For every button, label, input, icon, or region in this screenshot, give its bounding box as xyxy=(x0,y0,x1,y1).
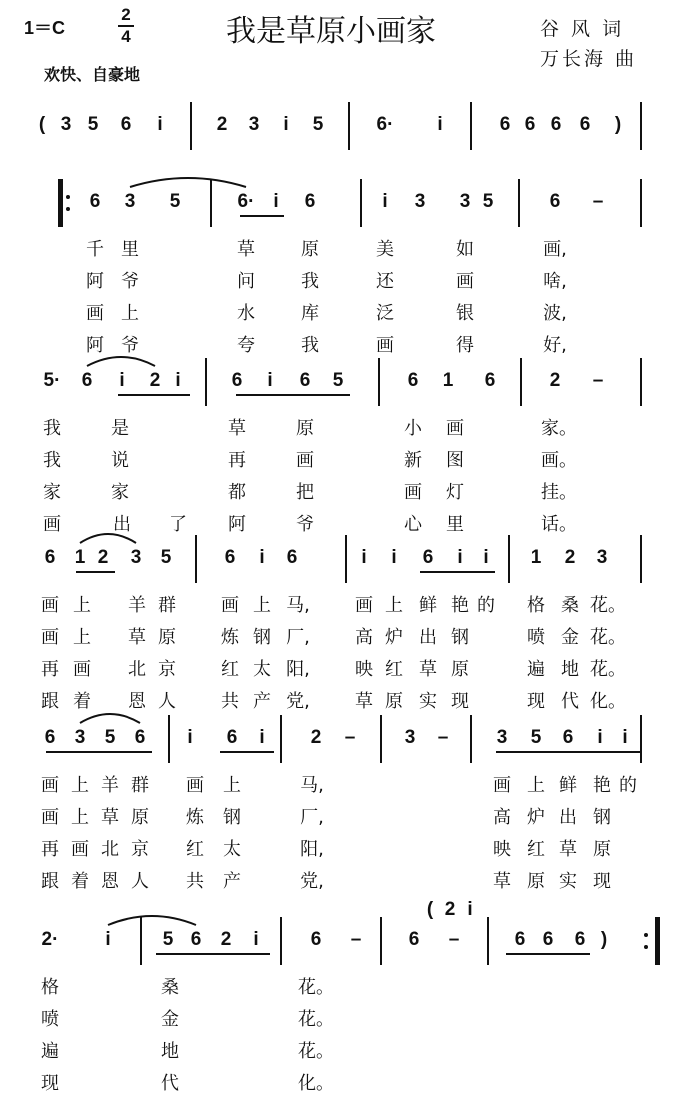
lyric-char: 羊 xyxy=(128,595,146,616)
note-glyph: 6 xyxy=(134,727,146,748)
lyric-char: 花。 xyxy=(298,1009,334,1030)
lyric-char: 千 xyxy=(86,239,104,260)
lyric-char: 鲜 xyxy=(559,775,577,796)
lyric-char: 画 xyxy=(221,595,239,616)
lyric-char: 炉 xyxy=(527,807,545,828)
lyric-char: 映 xyxy=(493,839,511,860)
lyric-char: 群 xyxy=(131,775,149,796)
lyric-char: 代 xyxy=(561,691,579,712)
note-glyph: i xyxy=(457,547,463,568)
time-signature-top: 2 xyxy=(121,5,131,24)
lyric-char: 新 xyxy=(404,450,422,471)
note-glyph: 6 xyxy=(190,929,202,950)
lyric-char: 京 xyxy=(131,839,149,860)
lyric-char: 画 xyxy=(376,335,394,356)
lyric-char: 上 xyxy=(71,807,89,828)
note-glyph: ( xyxy=(426,899,434,920)
note-glyph: 6 xyxy=(224,547,236,568)
note-glyph: 2 xyxy=(564,547,576,568)
lyric-char: 挂。 xyxy=(541,482,577,503)
lyric-char: 画 xyxy=(86,303,104,324)
lyric-char: 艳 xyxy=(593,775,611,796)
lyric-char: 原 xyxy=(296,418,314,439)
note-glyph: 3 xyxy=(130,547,142,568)
note-glyph: – xyxy=(592,191,604,212)
note-glyph: i xyxy=(105,929,111,950)
lyric-char: 上 xyxy=(385,595,403,616)
song-title: 我是草原小画家 xyxy=(226,14,436,49)
note-glyph: 6 xyxy=(422,547,434,568)
note-glyph: 5 xyxy=(312,114,324,135)
lyric-char: 共 xyxy=(186,871,204,892)
lyric-char: 上 xyxy=(71,775,89,796)
note-glyph: 6 xyxy=(407,370,419,391)
note-glyph: 3 xyxy=(60,114,72,135)
lyric-char: 产 xyxy=(223,871,241,892)
lyric-char: 啥, xyxy=(543,271,567,292)
lyric-char: 泛 xyxy=(376,303,394,324)
lyric-char: 画 xyxy=(73,659,91,680)
note-glyph: 6 xyxy=(579,114,591,135)
lyric-char: 马, xyxy=(300,775,324,796)
note-glyph: – xyxy=(350,929,362,950)
lyric-char: 说 xyxy=(111,450,129,471)
lyric-char: 爷 xyxy=(296,514,314,535)
note-glyph: 6 xyxy=(484,370,496,391)
note-glyph: 6· xyxy=(237,191,255,212)
lyric-char: 美 xyxy=(376,239,394,260)
lyric-char: 共 xyxy=(221,691,239,712)
note-glyph: 1 xyxy=(530,547,542,568)
note-glyph: 3 xyxy=(74,727,86,748)
lyric-char: 我 xyxy=(43,450,61,471)
slur-arc xyxy=(130,178,246,187)
lyric-char: 波, xyxy=(543,303,567,324)
note-glyph: 6 xyxy=(514,929,526,950)
note-glyph: 3 xyxy=(124,191,136,212)
lyric-char: 话。 xyxy=(541,514,577,535)
lyric-char: 北 xyxy=(101,839,119,860)
lyric-char: 鲜 xyxy=(419,595,437,616)
note-glyph: ) xyxy=(600,929,608,950)
note-glyph: 2 xyxy=(310,727,322,748)
lyric-char: 图 xyxy=(446,450,464,471)
lyric-char: 草 xyxy=(355,691,373,712)
lyric-char: 是 xyxy=(111,418,129,439)
lyric-char: 我 xyxy=(301,335,319,356)
lyric-char: 红 xyxy=(527,839,545,860)
note-glyph: 6 xyxy=(120,114,132,135)
note-glyph: 1 xyxy=(74,547,86,568)
note-glyph: 6 xyxy=(299,370,311,391)
lyric-char: 金 xyxy=(561,627,579,648)
note-glyph: 6 xyxy=(562,727,574,748)
time-signature-bottom: 4 xyxy=(121,27,131,46)
note-glyph: 6 xyxy=(44,547,56,568)
lyric-char: 家 xyxy=(111,482,129,503)
lyric-char: 钢 xyxy=(451,627,469,648)
note-glyph: i xyxy=(253,929,259,950)
lyric-char: 实 xyxy=(419,691,437,712)
tempo-marking: 欢快、自豪地 xyxy=(44,65,141,84)
slur-arc xyxy=(108,916,196,925)
lyric-char: 原 xyxy=(527,871,545,892)
lyric-char: 画。 xyxy=(541,450,577,471)
lyric-char: 钢 xyxy=(223,807,241,828)
lyric-char: 还 xyxy=(376,271,394,292)
lyric-char: 了 xyxy=(169,514,187,535)
note-glyph: 6 xyxy=(226,727,238,748)
note-glyph: 6 xyxy=(44,727,56,748)
lyric-char: 阿 xyxy=(86,271,104,292)
lyric-char: 上 xyxy=(253,595,271,616)
lyric-char: 遍 xyxy=(41,1041,59,1062)
note-glyph: 3 xyxy=(248,114,260,135)
lyric-char: 草 xyxy=(128,627,146,648)
lyric-char: 恩 xyxy=(101,871,119,892)
lyric-char: 得 xyxy=(456,335,474,356)
lyric-char: 阿 xyxy=(86,335,104,356)
note-glyph: 6 xyxy=(231,370,243,391)
note-glyph: – xyxy=(448,929,460,950)
lyric-char: 艳 xyxy=(451,595,469,616)
lyric-char: 画 xyxy=(43,514,61,535)
lyric-char: 地 xyxy=(561,659,579,680)
lyric-char: 高 xyxy=(493,807,511,828)
note-glyph: i xyxy=(175,370,181,391)
lyric-char: 原 xyxy=(451,659,469,680)
note-glyph: 6 xyxy=(524,114,536,135)
lyric-char: 花。 xyxy=(590,659,626,680)
lyric-char: 钢 xyxy=(593,807,611,828)
lyric-char: 羊 xyxy=(101,775,119,796)
lyric-char: 草 xyxy=(493,871,511,892)
lyric-char: 格 xyxy=(41,977,59,998)
note-glyph: 6 xyxy=(499,114,511,135)
lyric-char: 京 xyxy=(158,659,176,680)
lyric-char: 炉 xyxy=(385,627,403,648)
note-glyph: 6 xyxy=(304,191,316,212)
lyric-char: 着 xyxy=(73,691,91,712)
lyric-char: 原 xyxy=(131,807,149,828)
lyric-char: 党, xyxy=(286,691,310,712)
lyric-char: 阿 xyxy=(228,514,246,535)
lyric-char: 代 xyxy=(161,1073,179,1094)
note-glyph: 5 xyxy=(332,370,344,391)
lyric-char: 地 xyxy=(161,1041,179,1062)
note-glyph: 6 xyxy=(574,929,586,950)
note-glyph: 6 xyxy=(89,191,101,212)
lyric-char: 原 xyxy=(301,239,319,260)
key-signature: 1＝C xyxy=(24,18,66,38)
lyric-char: 画 xyxy=(456,271,474,292)
lyric-char: 出 xyxy=(559,807,577,828)
lyric-char: 草 xyxy=(228,418,246,439)
lyric-char: 画 xyxy=(41,807,59,828)
lyric-char: 恩 xyxy=(128,691,146,712)
lyric-char: 上 xyxy=(73,595,91,616)
note-glyph: – xyxy=(437,727,449,748)
lyric-char: 喷 xyxy=(41,1009,59,1030)
note-glyph: 6 xyxy=(542,929,554,950)
lyric-char: 炼 xyxy=(221,627,239,648)
lyric-char: 上 xyxy=(223,775,241,796)
lyric-char: 现 xyxy=(593,871,611,892)
note-glyph: i xyxy=(157,114,163,135)
lyric-char: 着 xyxy=(71,871,89,892)
lyric-char: 红 xyxy=(186,839,204,860)
note-glyph: ( xyxy=(38,114,46,135)
lyricist-credit: 谷 风 词 xyxy=(540,18,625,40)
lyric-char: 画 xyxy=(186,775,204,796)
slur-arc xyxy=(80,714,140,723)
note-glyph: i xyxy=(119,370,125,391)
lyric-char: 出 xyxy=(419,627,437,648)
lyric-char: 化。 xyxy=(590,691,626,712)
note-glyph: 6 xyxy=(408,929,420,950)
lyric-char: 厂, xyxy=(286,627,310,648)
lyric-char: 遍 xyxy=(527,659,545,680)
lyric-char: 我 xyxy=(43,418,61,439)
lyric-char: 阳, xyxy=(286,659,310,680)
lyric-char: 再 xyxy=(228,450,246,471)
lyric-char: 画 xyxy=(41,627,59,648)
lyric-char: 红 xyxy=(385,659,403,680)
lyric-char: 太 xyxy=(253,659,271,680)
note-glyph: i xyxy=(597,727,603,748)
lyric-char: 金 xyxy=(161,1009,179,1030)
note-glyph: 5 xyxy=(482,191,494,212)
note-glyph: 2 xyxy=(220,929,232,950)
lyric-char: 产 xyxy=(253,691,271,712)
lyric-char: 再 xyxy=(41,839,59,860)
lyric-char: 画 xyxy=(493,775,511,796)
lyric-char: 人 xyxy=(131,871,149,892)
lyric-char: 心 xyxy=(404,514,422,535)
note-glyph: 3 xyxy=(414,191,426,212)
note-glyph: 3 xyxy=(459,191,471,212)
lyric-char: 把 xyxy=(296,482,314,503)
note-glyph: 6 xyxy=(549,191,561,212)
lyric-char: 都 xyxy=(228,482,246,503)
lyric-char: 炼 xyxy=(186,807,204,828)
lyric-char: 上 xyxy=(73,627,91,648)
lyric-char: 钢 xyxy=(253,627,271,648)
note-glyph: 5 xyxy=(87,114,99,135)
lyric-char: 喷 xyxy=(527,627,545,648)
note-glyph: i xyxy=(259,547,265,568)
note-glyph: ) xyxy=(614,114,622,135)
note-glyph: i xyxy=(273,191,279,212)
lyric-char: 映 xyxy=(355,659,373,680)
lyric-char: 上 xyxy=(121,303,139,324)
note-glyph: 5 xyxy=(162,929,174,950)
lyric-char: 草 xyxy=(559,839,577,860)
lyric-char: 里 xyxy=(446,514,464,535)
lyric-char: 化。 xyxy=(298,1073,334,1094)
lyric-char: 花。 xyxy=(590,595,626,616)
note-glyph: i xyxy=(391,547,397,568)
composer-credit: 万长海 曲 xyxy=(540,48,638,70)
lyric-char: 阳, xyxy=(300,839,324,860)
lyric-char: 花。 xyxy=(298,977,334,998)
lyric-char: 桑 xyxy=(161,977,179,998)
note-glyph: 5 xyxy=(160,547,172,568)
note-glyph: 6· xyxy=(376,114,394,135)
note-glyph: 2 xyxy=(549,370,561,391)
lyric-char: 红 xyxy=(221,659,239,680)
lyric-char: 花。 xyxy=(298,1041,334,1062)
note-glyph: 3 xyxy=(496,727,508,748)
note-glyph: i xyxy=(382,191,388,212)
note-glyph: 5 xyxy=(104,727,116,748)
note-glyph: 2 xyxy=(216,114,228,135)
lyric-char: 高 xyxy=(355,627,373,648)
lyric-char: 画 xyxy=(41,595,59,616)
lyric-char: 太 xyxy=(223,839,241,860)
lyric-char: 花。 xyxy=(590,627,626,648)
lyric-char: 库 xyxy=(301,303,319,324)
lyric-char: 水 xyxy=(237,303,255,324)
slur-arc xyxy=(80,534,136,543)
note-glyph: i xyxy=(467,899,473,920)
lyric-char: 人 xyxy=(158,691,176,712)
lyric-char: 我 xyxy=(301,271,319,292)
note-glyph: i xyxy=(259,727,265,748)
lyric-char: 现 xyxy=(41,1073,59,1094)
note-glyph: 2 xyxy=(444,899,456,920)
lyric-char: 家 xyxy=(43,482,61,503)
note-glyph: i xyxy=(283,114,289,135)
lyric-char: 草 xyxy=(419,659,437,680)
note-glyph: 6 xyxy=(550,114,562,135)
lyric-char: 家。 xyxy=(541,418,577,439)
note-glyph: i xyxy=(187,727,193,748)
note-glyph: 1 xyxy=(442,370,454,391)
lyric-char: 里 xyxy=(121,239,139,260)
lyric-char: 爷 xyxy=(121,271,139,292)
lyric-char: 画 xyxy=(71,839,89,860)
lyric-char: 如 xyxy=(456,239,474,260)
lyric-char: 原 xyxy=(158,627,176,648)
note-glyph: i xyxy=(361,547,367,568)
lyric-char: 再 xyxy=(41,659,59,680)
lyric-char: 的 xyxy=(619,775,637,796)
lyric-char: 格 xyxy=(527,595,545,616)
lyric-char: 桑 xyxy=(561,595,579,616)
lyric-char: 现 xyxy=(451,691,469,712)
lyric-char: 草 xyxy=(101,807,119,828)
note-glyph: 3 xyxy=(404,727,416,748)
note-glyph: 3 xyxy=(596,547,608,568)
lyric-char: 画 xyxy=(296,450,314,471)
lyric-char: 灯 xyxy=(446,482,464,503)
lyric-char: 实 xyxy=(559,871,577,892)
lyric-char: 夸 xyxy=(237,335,255,356)
lyric-char: 跟 xyxy=(41,691,59,712)
lyric-char: 画 xyxy=(41,775,59,796)
lyric-char: 的 xyxy=(477,595,495,616)
note-glyph: 2· xyxy=(41,929,59,950)
lyric-char: 原 xyxy=(593,839,611,860)
note-glyph: 5 xyxy=(530,727,542,748)
lyric-char: 小 xyxy=(404,418,422,439)
note-glyph: 6 xyxy=(286,547,298,568)
note-glyph: 2 xyxy=(149,370,161,391)
note-glyph: i xyxy=(267,370,273,391)
note-glyph: i xyxy=(483,547,489,568)
lyric-char: 跟 xyxy=(41,871,59,892)
lyric-char: 好, xyxy=(543,335,567,356)
lyric-char: 画, xyxy=(543,239,567,260)
lyric-char: 银 xyxy=(456,303,474,324)
lyric-char: 现 xyxy=(527,691,545,712)
note-glyph: – xyxy=(344,727,356,748)
lyric-char: 党, xyxy=(300,871,324,892)
lyric-char: 草 xyxy=(237,239,255,260)
note-glyph: 6 xyxy=(310,929,322,950)
note-glyph: 5 xyxy=(169,191,181,212)
note-glyph: – xyxy=(592,370,604,391)
note-glyph: 6 xyxy=(81,370,93,391)
lyric-char: 原 xyxy=(385,691,403,712)
lyric-char: 画 xyxy=(355,595,373,616)
note-glyph: 5· xyxy=(43,370,61,391)
lyric-char: 画 xyxy=(404,482,422,503)
note-glyph: 2 xyxy=(97,547,109,568)
lyric-char: 爷 xyxy=(121,335,139,356)
note-glyph: i xyxy=(622,727,628,748)
lyric-char: 画 xyxy=(446,418,464,439)
lyric-char: 厂, xyxy=(300,807,324,828)
lyric-char: 群 xyxy=(158,595,176,616)
lyric-char: 北 xyxy=(128,659,146,680)
note-glyph: i xyxy=(437,114,443,135)
slur-arc xyxy=(87,357,155,366)
lyric-char: 上 xyxy=(527,775,545,796)
lyric-char: 问 xyxy=(237,271,255,292)
lyric-char: 马, xyxy=(286,595,310,616)
lyric-char: 出 xyxy=(113,514,131,535)
